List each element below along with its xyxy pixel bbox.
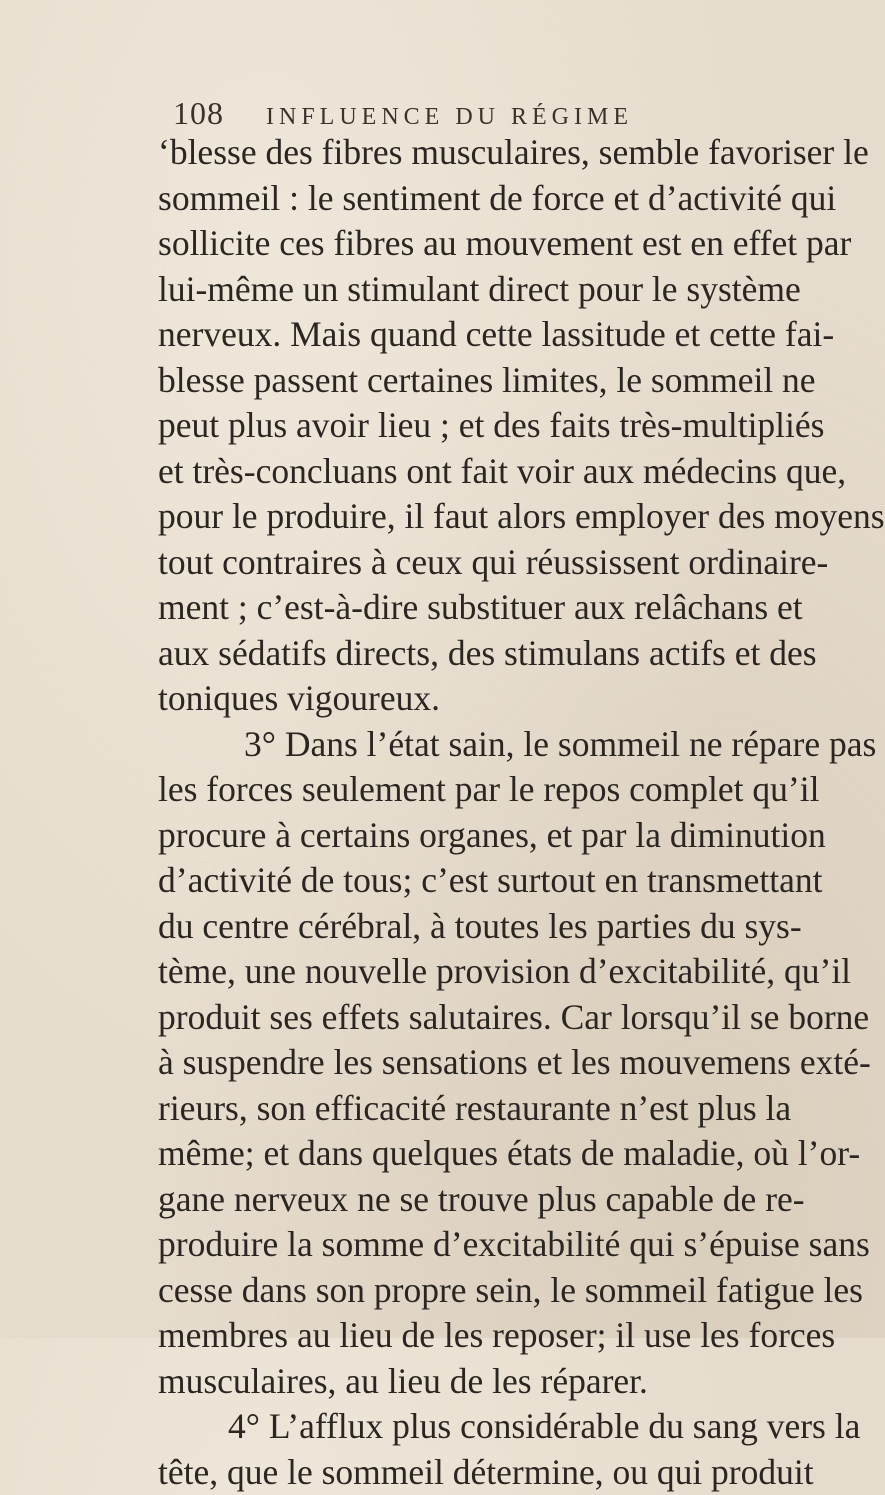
text-line: du centre cérébral, à toutes les parties du sys- (158, 904, 774, 950)
text-line: rieurs, son efficacité restaurante n’est plus la (158, 1086, 774, 1132)
text-line: d’activité de tous; c’est surtout en transmettant (158, 858, 774, 904)
text-line: toniques vigoureux. (158, 676, 774, 722)
text-line: ment ; c’est-à-dire substituer aux relâchans et (158, 585, 774, 631)
text-line: sollicite ces fibres au mouvement est en effet par (158, 221, 774, 267)
text-line: sommeil : le sentiment de force et d’activité qui (158, 176, 774, 222)
text-line: cesse dans son propre sein, le sommeil fatigue les (158, 1268, 774, 1314)
text-line: aux sédatifs directs, des stimulans actifs et des (158, 631, 774, 677)
running-title: INFLUENCE DU RÉGIME (266, 104, 633, 131)
text-line: pour le produire, il faut alors employer des moyens (158, 494, 774, 540)
text-line: procure à certains organes, et par la diminution (158, 813, 774, 859)
text-line: tème, une nouvelle provision d’excitabilité, qu’il (158, 949, 774, 995)
text-line: produire la somme d’excitabilité qui s’épuise sans (158, 1222, 774, 1268)
body-text (158, 130, 774, 1495)
text-line: membres au lieu de les reposer; il use les forces (158, 1313, 774, 1359)
text-line: blesse passent certaines limites, le sommeil ne (158, 358, 774, 404)
running-head (173, 95, 773, 135)
text-line: lui-même un stimulant direct pour le système (158, 267, 774, 313)
text-line: à suspendre les sensations et les mouvemens exté- (158, 1040, 774, 1086)
text-line: gane nerveux ne se trouve plus capable de re- (158, 1177, 774, 1223)
text-line: et très-concluans ont fait voir aux médecins que, (158, 449, 774, 495)
paragraph-start-line: 3° Dans l’état sain, le sommeil ne répare pas (158, 722, 774, 768)
paragraph-start-line: 4° L’afflux plus considérable du sang vers la (158, 1404, 774, 1450)
text-line: musculaires, au lieu de les réparer. (158, 1359, 774, 1405)
text-line: même; et dans quelques états de maladie, où l’or- (158, 1131, 774, 1177)
text-line: les forces seulement par le repos complet qu’il (158, 767, 774, 813)
text-line: nerveux. Mais quand cette lassitude et cette fai- (158, 312, 774, 358)
text-line: tête, que le sommeil détermine, ou qui produit (158, 1450, 774, 1495)
text-line: peut plus avoir lieu ; et des faits très-multipliés (158, 403, 774, 449)
text-line: tout contraires à ceux qui réussissent ordinaire- (158, 540, 774, 586)
text-line: produit ses effets salutaires. Car lorsqu’il se borne (158, 995, 774, 1041)
text-line: ‘blesse des fibres musculaires, semble favoriser le (158, 130, 774, 176)
page-number: 108 (173, 95, 224, 132)
